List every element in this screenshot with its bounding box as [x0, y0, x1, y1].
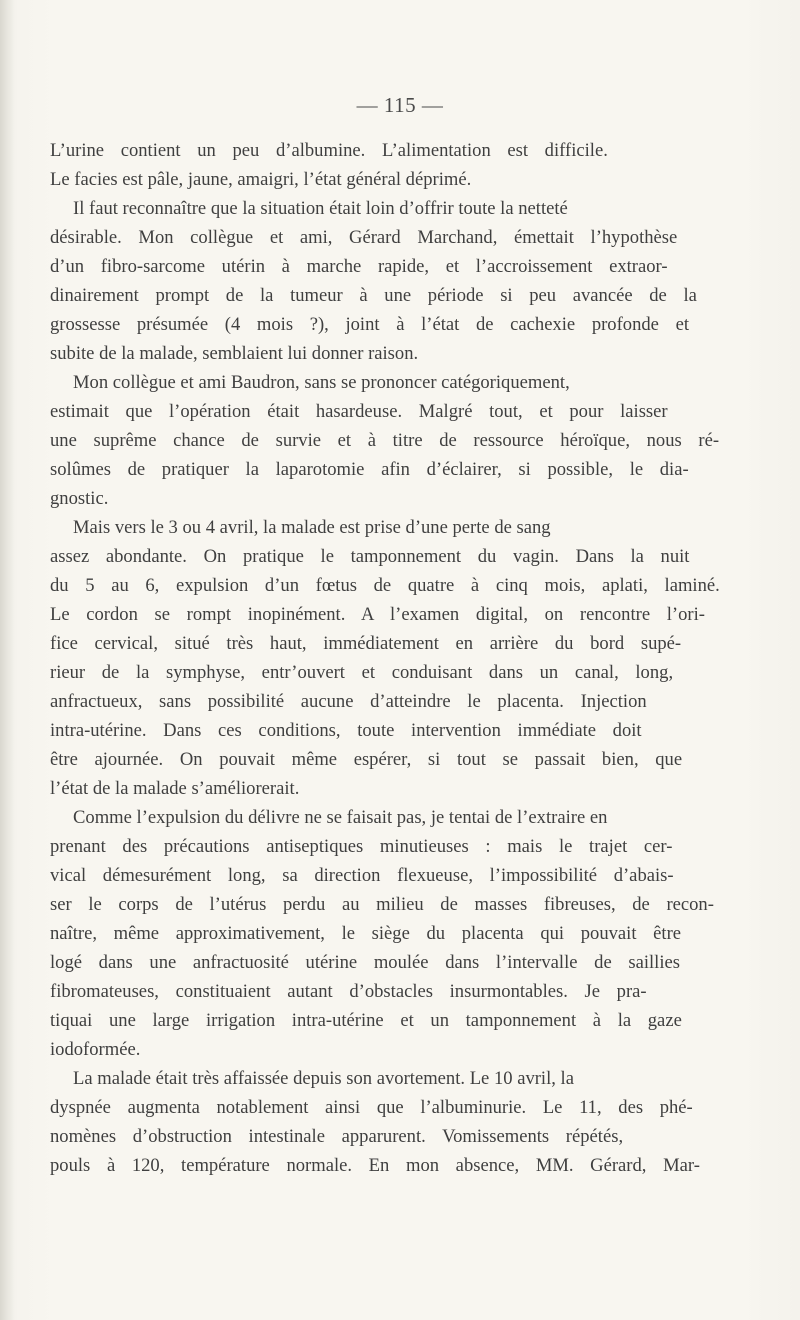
text-line: solûmes de pratiquer la laparotomie afin d’éclairer, si possible, le dia-: [50, 459, 689, 480]
text-line: logé dans une anfractuosité utérine moulée dans l’intervalle de saillies: [50, 952, 680, 973]
text-line: rieur de la symphyse, entr’ouvert et conduisant dans un canal, long,: [50, 662, 674, 683]
text-line: dyspnée augmenta notablement ainsi que l’albuminurie. Le 11, des phé-: [50, 1097, 693, 1118]
text-line: ser le corps de l’utérus perdu au milieu de masses fibreuses, de recon-: [50, 894, 714, 915]
text-line: nomènes d’obstruction intestinale apparurent. Vomissements répétés,: [50, 1126, 624, 1147]
text-line: grossesse présumée (4 mois ?), joint à l’état de cachexie profonde et: [50, 314, 690, 335]
text-line: Comme l’expulsion du délivre ne se faisait pas, je tentai de l’extraire en: [73, 807, 608, 828]
text-line: prenant des précautions antiseptiques minutieuses : mais le trajet cer-: [50, 836, 673, 857]
text-line: d’un fibro-sarcome utérin à marche rapide, et l’accroissement extraor-: [50, 256, 668, 277]
text-line: assez abondante. On pratique le tamponnement du vagin. Dans la nuit: [50, 546, 690, 567]
text-line: du 5 au 6, expulsion d’un fœtus de quatre à cinq mois, aplati, laminé.: [50, 575, 720, 596]
text-line: une suprême chance de survie et à titre de ressource héroïque, nous ré-: [50, 430, 720, 451]
text-line: L’urine contient un peu d’albumine. L’alimentation est difficile.: [50, 140, 608, 161]
text-line: Mais vers le 3 ou 4 avril, la malade est prise d’une perte de sang: [73, 517, 551, 538]
text-line: naître, même approximativement, le siège du placenta qui pouvait être: [50, 923, 682, 944]
text-line: Mon collègue et ami Baudron, sans se prononcer catégoriquement,: [73, 372, 570, 393]
text-line: fibromateuses, constituaient autant d’obstacles insurmontables. Je pra-: [50, 981, 647, 1002]
text-line: gnostic.: [50, 488, 109, 509]
text-line: anfractueux, sans possibilité aucune d’atteindre le placenta. Injection: [50, 691, 647, 712]
page-edge-shadow: [0, 0, 14, 1320]
text-line: dinairement prompt de la tumeur à une période si peu avancée de la: [50, 285, 697, 306]
text-line: être ajournée. On pouvait même espérer, si tout se passait bien, que: [50, 749, 683, 770]
text-line: Il faut reconnaître que la situation était loin d’offrir toute la netteté: [73, 198, 568, 219]
text-line: estimait que l’opération était hasardeuse. Malgré tout, et pour laisser: [50, 401, 668, 422]
text-line: pouls à 120, température normale. En mon absence, MM. Gérard, Mar-: [50, 1155, 700, 1176]
text-line: fice cervical, situé très haut, immédiatement en arrière du bord supé-: [50, 633, 682, 654]
text-line: intra-utérine. Dans ces conditions, toute intervention immédiate doit: [50, 720, 642, 741]
text-line: Le facies est pâle, jaune, amaigri, l’état général déprimé.: [50, 169, 472, 190]
text-line: La malade était très affaissée depuis son avortement. Le 10 avril, la: [73, 1068, 574, 1089]
text-line: tiquai une large irrigation intra-utérine et un tamponnement à la gaze: [50, 1010, 682, 1031]
page-number: — 115 —: [356, 93, 444, 117]
text-line: l’état de la malade s’améliorerait.: [50, 778, 300, 799]
text-line: désirable. Mon collègue et ami, Gérard Marchand, émettait l’hypothèse: [50, 227, 678, 248]
text-line: Le cordon se rompt inopinément. A l’examen digital, on rencontre l’ori-: [50, 604, 705, 625]
text-line: subite de la malade, semblaient lui donner raison.: [50, 343, 419, 364]
text-line: iodoformée.: [50, 1039, 141, 1060]
text-line: vical démesurément long, sa direction flexueuse, l’impossibilité d’abais-: [50, 865, 674, 886]
